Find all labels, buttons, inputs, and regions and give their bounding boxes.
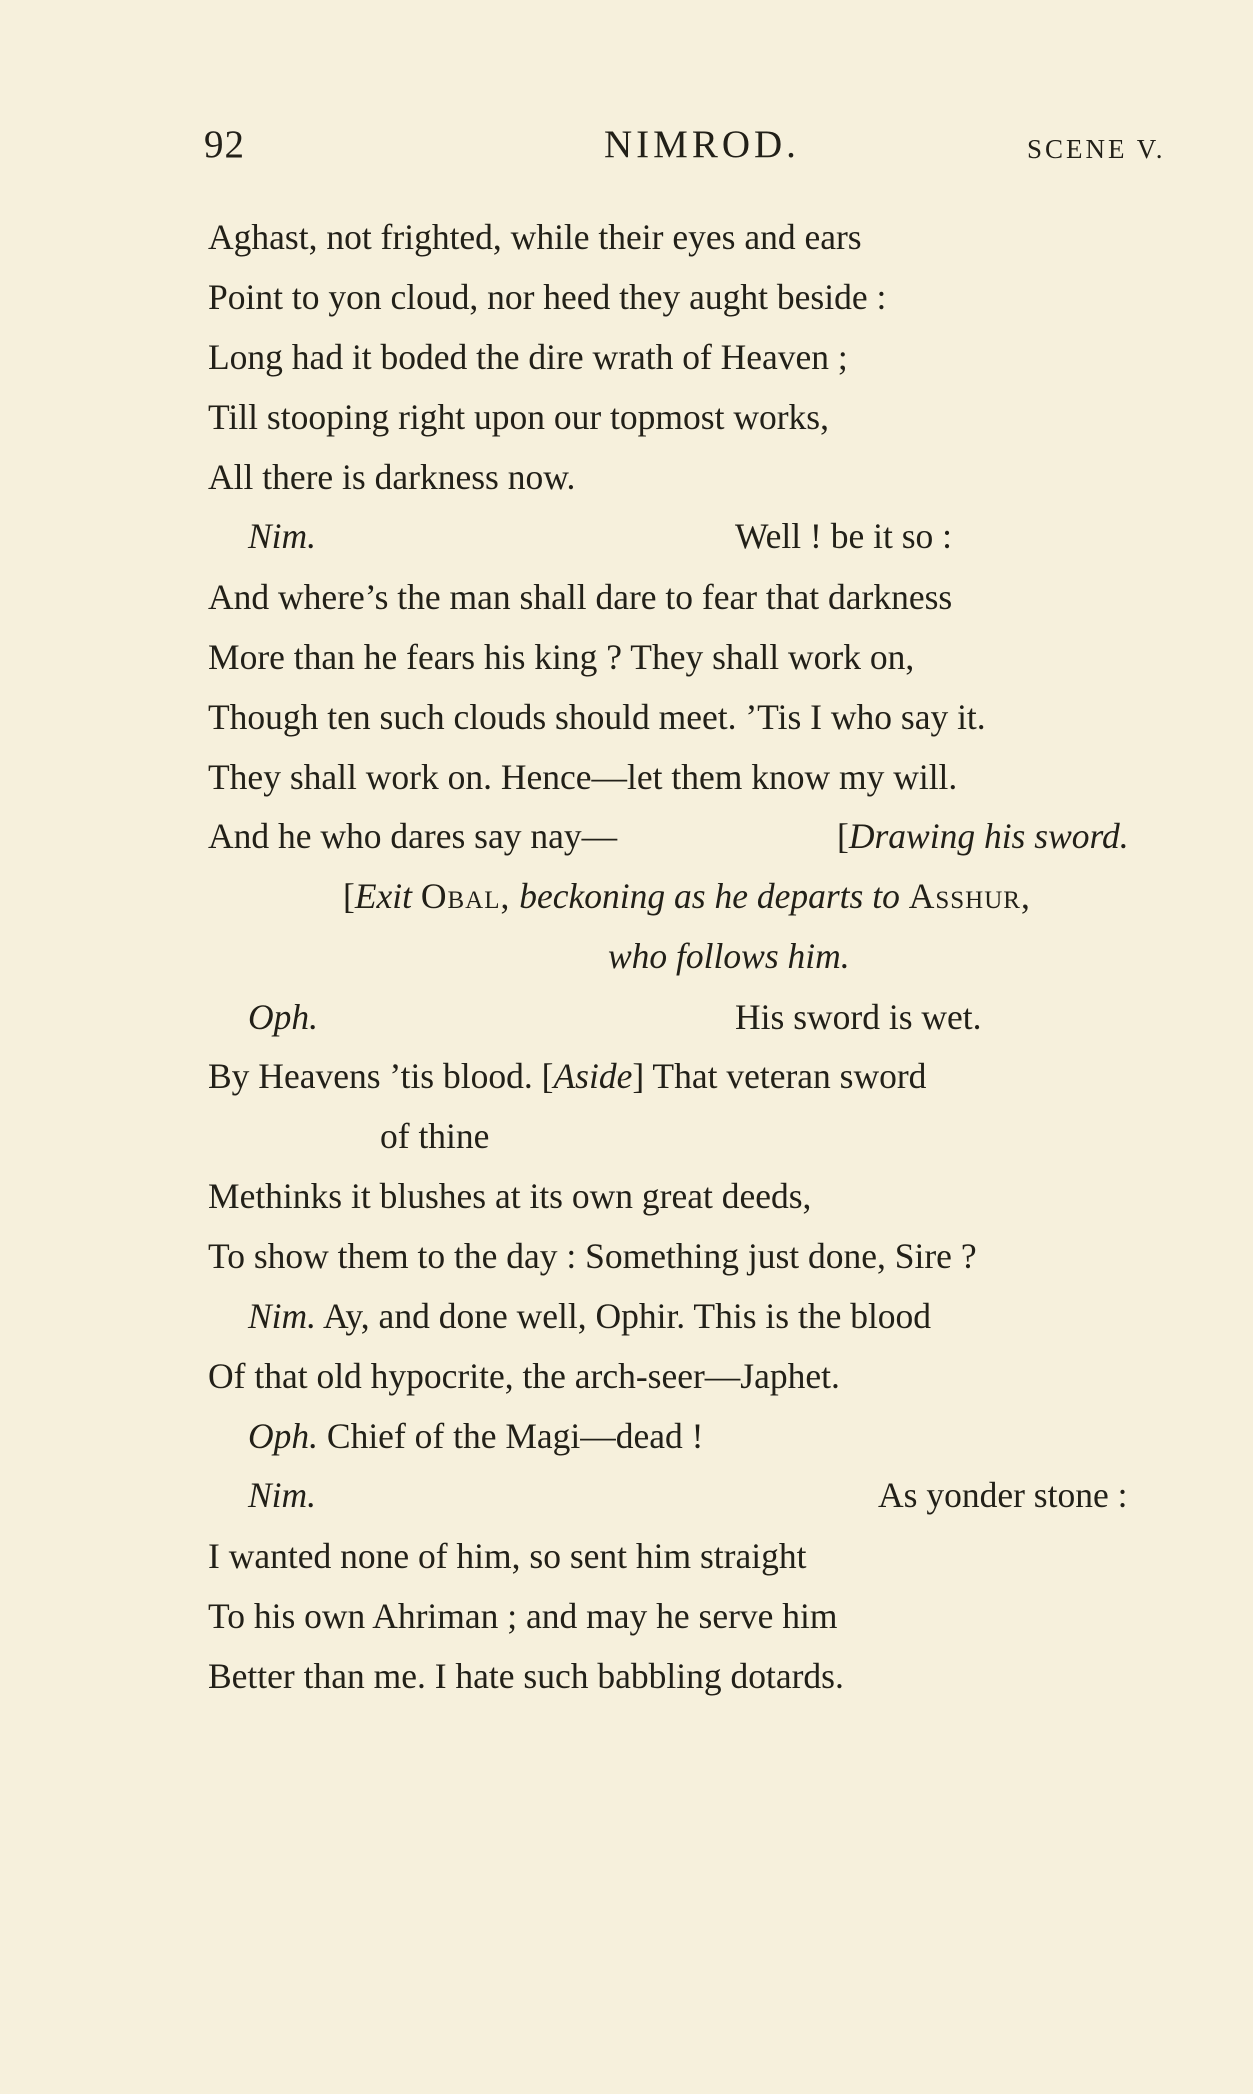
bracket: [ [343,876,355,916]
speaker-name: Nim. [248,1296,317,1336]
verse-line: As yonder stone : [878,1475,1128,1515]
verse-line: Of that old hypocrite, the arch-seer—Japhet. [208,1356,840,1396]
bracket: ] [632,1056,645,1096]
verse-line [248,1416,704,1456]
verse-text: Ay, and done well, Ophir. This is the blood [322,1296,932,1336]
verse-line: Aghast, not frighted, while their eyes and ears [208,217,862,257]
stage-exit: Exit [354,876,412,916]
stage-direction: who follows him. [608,936,850,976]
verse-line: To show them to the day : Something just done, Sire ? [208,1236,977,1276]
verse-line: Well ! be it so : [735,516,953,556]
verse-line: Long had it boded the dire wrath of Heaven ; [208,337,848,377]
character-name: Obal, [420,876,511,916]
verse-line: of thine [380,1116,490,1156]
verse-line: Point to yon cloud, nor heed they aught beside : [208,277,887,317]
verse-line: Methinks it blushes at its own great deeds, [208,1176,812,1216]
verse-line: To his own Ahriman ; and may he serve him [208,1596,838,1636]
verse-line [248,1296,932,1336]
verse-line: His sword is wet. [735,997,982,1037]
verse-line: All there is darkness now. [208,457,576,497]
verse-line: And where’s the man shall dare to fear that darkness [208,577,953,617]
verse-line: More than he fears his king ? They shall work on, [208,637,915,677]
verse-line: Better than me. I hate such babbling dotards. [208,1656,844,1696]
bracket: [ [541,1056,554,1096]
verse-text: By Heavens ’tis blood. [208,1056,533,1096]
verse-line [208,1056,927,1096]
stage-text: Drawing his sword. [848,816,1129,856]
verse-line: Till stooping right upon our topmost works, [208,397,829,437]
verse-line: Though ten such clouds should meet. ’Tis I who say it. [208,697,986,737]
speaker-name: Nim. [248,516,317,556]
verse-line: I wanted none of him, so sent him straight [208,1536,807,1576]
stage-direction [837,816,1129,856]
running-title: NIMROD. [604,123,800,166]
speaker-name: Nim. [248,1475,317,1515]
verse-text: That veteran sword [652,1056,927,1096]
scene-label: SCENE V. [1027,134,1166,164]
speaker-name: Oph. [248,997,319,1037]
verse-line: They shall work on. Hence—let them know my will. [208,757,958,797]
stage-direction [343,876,1031,916]
verse-text: Chief of the Magi—dead ! [326,1416,704,1456]
bracket: [ [837,816,849,856]
verse-line: And he who dares say nay— [208,816,618,856]
page-number: 92 [204,123,245,166]
character-name: Asshur, [908,876,1031,916]
stage-aside: Aside [553,1056,633,1096]
speaker-name: Oph. [248,1416,319,1456]
stage-text: beckoning as he departs to [519,876,900,916]
